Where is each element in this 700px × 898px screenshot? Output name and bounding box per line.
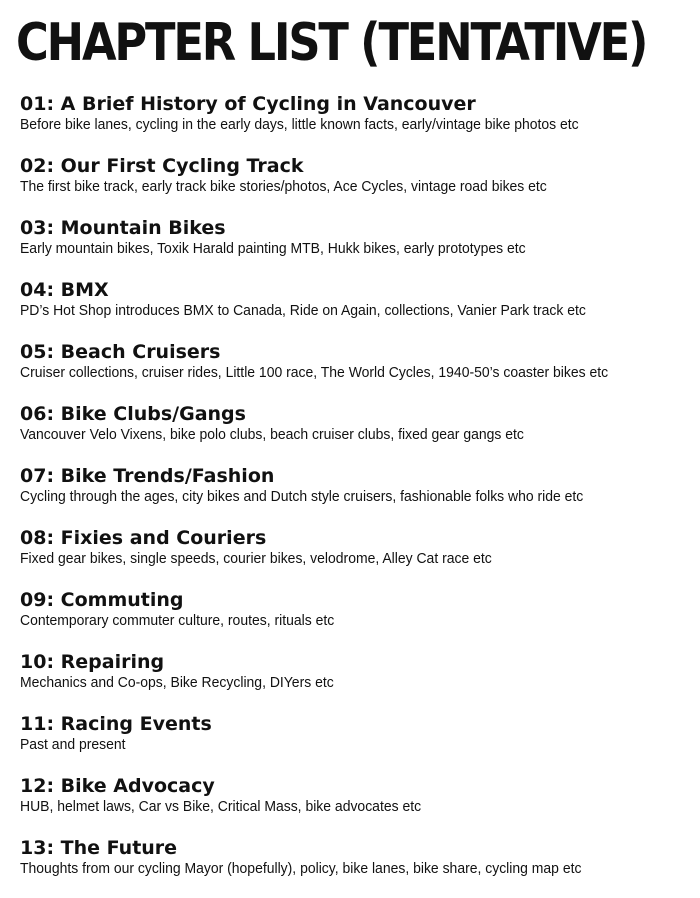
chapter-description: Fixed gear bikes, single speeds, courier bikes, velodrome, Alley Cat race etc	[20, 551, 492, 567]
chapter-item	[20, 278, 692, 340]
chapter-item	[20, 588, 692, 650]
chapter-item	[20, 464, 692, 526]
chapter-description: Cruiser collections, cruiser rides, Little 100 race, The World Cycles, 1940-50’s coaster bikes etc	[20, 365, 609, 381]
chapter-item	[20, 402, 692, 464]
chapter-description: Contemporary commuter culture, routes, rituals etc	[20, 613, 335, 629]
chapter-title: 07: Bike Trends/Fashion	[20, 465, 275, 487]
chapter-list	[20, 92, 692, 898]
chapter-item	[20, 650, 692, 712]
chapter-title: 02: Our First Cycling Track	[20, 155, 304, 177]
chapter-title: 04: BMX	[20, 279, 109, 301]
chapter-description: Thoughts from our cycling Mayor (hopefully), policy, bike lanes, bike share, cycling map etc	[20, 861, 582, 877]
chapter-title: 13: The Future	[20, 837, 178, 859]
chapter-description: Past and present	[20, 737, 126, 753]
chapter-description: HUB, helmet laws, Car vs Bike, Critical Mass, bike advocates etc	[20, 799, 422, 815]
page-title: CHAPTER LIST (TENTATIVE)	[16, 13, 647, 73]
chapter-title: 09: Commuting	[20, 589, 184, 611]
chapter-description: Vancouver Velo Vixens, bike polo clubs, beach cruiser clubs, fixed gear gangs etc	[20, 427, 524, 443]
chapter-description: Mechanics and Co-ops, Bike Recycling, DIYers etc	[20, 675, 334, 691]
chapter-item	[20, 836, 692, 898]
chapter-item	[20, 774, 692, 836]
chapter-title: 03: Mountain Bikes	[20, 217, 226, 239]
chapter-title: 10: Repairing	[20, 651, 165, 673]
chapter-title: 06: Bike Clubs/Gangs	[20, 403, 246, 425]
chapter-title: 12: Bike Advocacy	[20, 775, 215, 797]
chapter-description: Early mountain bikes, Toxik Harald painting MTB, Hukk bikes, early prototypes etc	[20, 241, 526, 257]
chapter-title: 01: A Brief History of Cycling in Vancouver	[20, 93, 476, 115]
chapter-description: Before bike lanes, cycling in the early days, little known facts, early/vintage bike photos etc	[20, 117, 579, 133]
chapter-item	[20, 154, 692, 216]
chapter-item	[20, 712, 692, 774]
chapter-description: Cycling through the ages, city bikes and Dutch style cruisers, fashionable folks who ride etc	[20, 489, 584, 505]
chapter-item	[20, 92, 692, 154]
chapter-description: PD’s Hot Shop introduces BMX to Canada, Ride on Again, collections, Vanier Park track etc	[20, 303, 586, 319]
chapter-title: 08: Fixies and Couriers	[20, 527, 267, 549]
chapter-item	[20, 340, 692, 402]
chapter-title: 11: Racing Events	[20, 713, 212, 735]
chapter-item	[20, 526, 692, 588]
chapter-title: 05: Beach Cruisers	[20, 341, 221, 363]
chapter-item	[20, 216, 692, 278]
chapter-description: The first bike track, early track bike stories/photos, Ace Cycles, vintage road bikes etc	[20, 179, 547, 195]
